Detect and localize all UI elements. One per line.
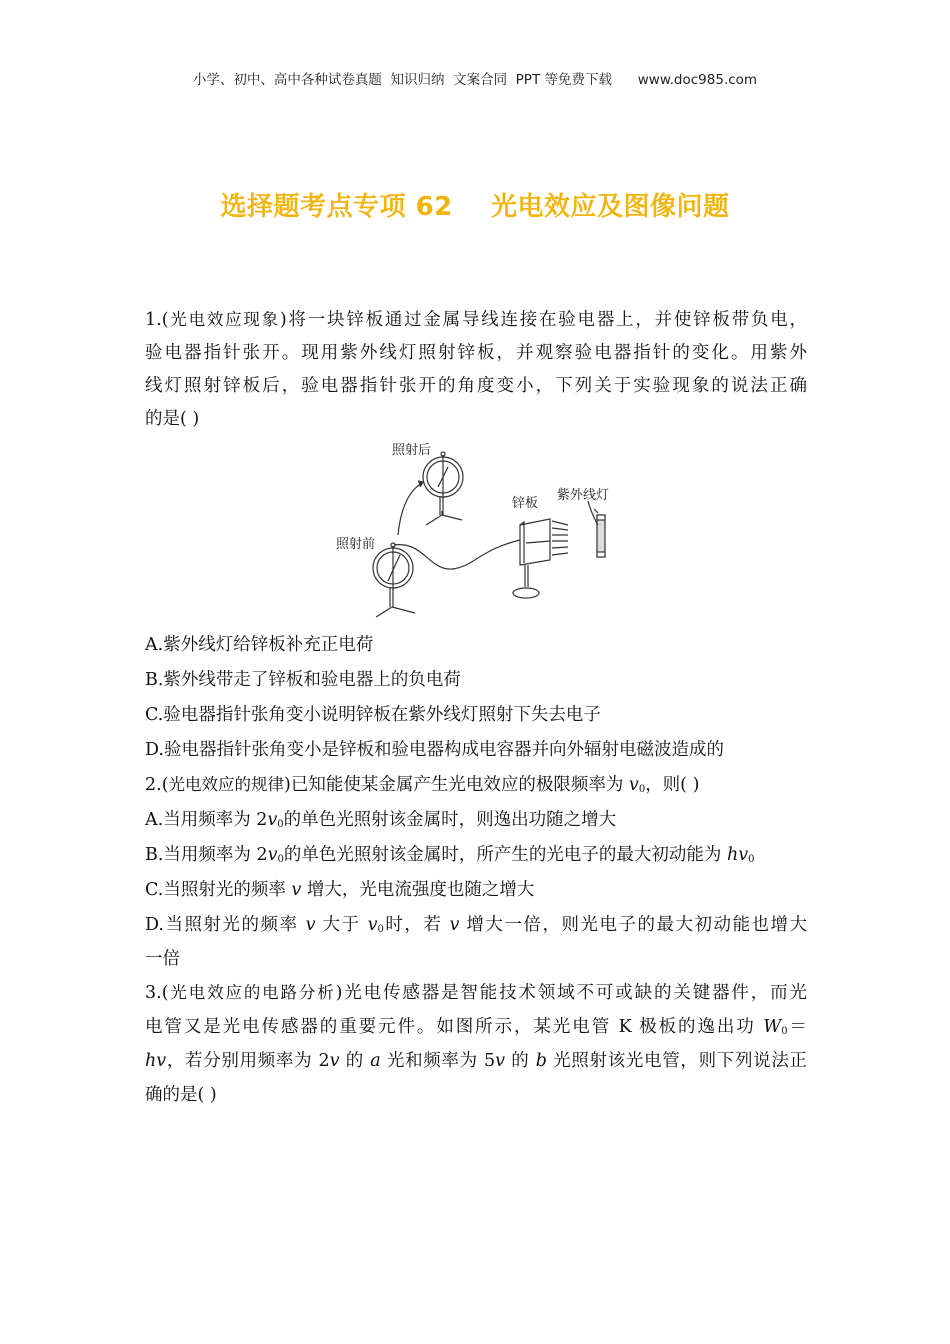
q1-number: 1.( [145,310,169,330]
text: 光照射该光电管，则下列说法正 [546,1051,807,1071]
electroscope-after-icon [423,452,463,525]
uv-lamp-icon [588,501,605,557]
var-v: v [329,1051,340,1071]
q1-line-3: 线灯照射锌板后，验电器指针张开的角度变小，下列关于实验现象的说法正确 [145,376,807,396]
text: 时，若 [383,915,450,935]
q2-option-d [145,913,807,942]
text: D.当照射光的频率 [145,915,306,935]
var-h: h [726,845,739,865]
q3-line-1 [145,981,807,1005]
sub-0: 0 [748,854,755,865]
var-hv: hv [145,1051,167,1071]
q2-tag: 光电效应的规律 [168,775,285,794]
page-header [0,68,950,88]
header-text: 小学、初中、高中各种试卷真题 知识归纳 文案合同 PPT 等免费下载 [192,72,612,88]
var-v: v [495,1051,506,1071]
var-v: v [305,915,316,935]
text: A.当用频率为 2 [145,810,268,830]
equals: ＝ [787,1017,808,1037]
sub-0: 0 [277,854,284,865]
text: ，若分别用频率为 2 [166,1051,330,1071]
text: C.当照射光的频率 [145,880,292,900]
var-v: v [628,775,639,795]
sub-0: 0 [781,1026,788,1037]
q2-option-c [145,878,807,902]
var-v: v [449,915,460,935]
text: 电管又是光电传感器的重要元件。如图所示，某光电管 K 极板的逸出功 [145,1017,764,1037]
header-site: www.doc985.com [637,72,758,88]
sub-0: 0 [277,819,284,830]
q1-tag: 光电效应现象 [168,310,280,329]
q1-option-a: A.紫外线灯给锌板补充正电荷 [145,635,374,655]
q1-option-c: C.验电器指针张角变小说明锌板在紫外线灯照射下失去电子 [145,705,601,725]
var-w: W [763,1017,782,1037]
q2-number: 2.( [145,775,169,795]
q2-option-d-cont: 一倍 [145,949,180,969]
q1-text: )将一块锌板通过金属导线连接在验电器上，并使锌板带负电， [279,310,808,330]
var-v: v [738,845,749,865]
label-after: 照射后 [392,443,432,458]
q1-line-2: 验电器指针张开。现用紫外线灯照射锌板，并观察验电器指针的变化。用紫外 [145,343,807,363]
text: 的 [505,1051,536,1071]
q1-line-1 [145,308,807,332]
q3-line-3 [145,1049,807,1073]
var-b: b [535,1051,547,1071]
text: 光和频率为 5 [380,1051,496,1071]
label-uv-lamp: 紫外线灯 [557,488,610,503]
q3-line-4: 确的是( ) [145,1085,217,1105]
var-a: a [370,1051,381,1071]
q2-option-b [145,843,807,872]
sub-0: 0 [377,924,384,935]
text: B.当用频率为 2 [145,845,268,865]
zinc-plate-icon [513,519,568,598]
q3-tag: 光电效应的电路分析 [168,983,336,1002]
sub-0: 0 [638,784,646,795]
var-v: v [267,845,278,865]
page-title: 选择题考点专项 62 光电效应及图像问题 [220,192,730,222]
var-v: v [267,810,278,830]
text: )光电传感器是智能技术领域不可或缺的关键器件，而光 [335,983,808,1003]
q3-number: 3.( [145,983,169,1003]
q2-text: )已知能使某金属产生光电效应的极限频率为 [284,775,629,795]
text: 的单色光照射该金属时，则逸出功随之增大 [283,810,617,830]
text: 增大一倍，则光电子的最大初动能也增大 [459,915,807,935]
text: 的 [339,1051,371,1071]
var-v: v [291,880,302,900]
q2-text: ，则( ) [645,775,700,795]
text: 的单色光照射该金属时，所产生的光电子的最大初动能为 [283,845,727,865]
q2-stem [145,773,807,802]
text: 增大，光电流强度也随之增大 [301,880,535,900]
arrow-icon [398,483,422,535]
q2-option-a [145,808,807,837]
electroscope-before-icon [373,543,415,617]
q1-line-4: 的是( ) [145,409,200,429]
q1-option-d: D.验电器指针张角变小是锌板和验电器构成电容器并向外辐射电磁波造成的 [145,740,724,760]
text: 大于 [315,915,368,935]
label-before: 照射前 [336,537,376,552]
electroscope-figure [330,435,630,630]
label-zinc-plate: 锌板 [512,496,539,511]
var-v: v [367,915,378,935]
q1-option-b: B.紫外线带走了锌板和验电器上的负电荷 [145,670,461,690]
q3-line-2 [145,1015,807,1044]
